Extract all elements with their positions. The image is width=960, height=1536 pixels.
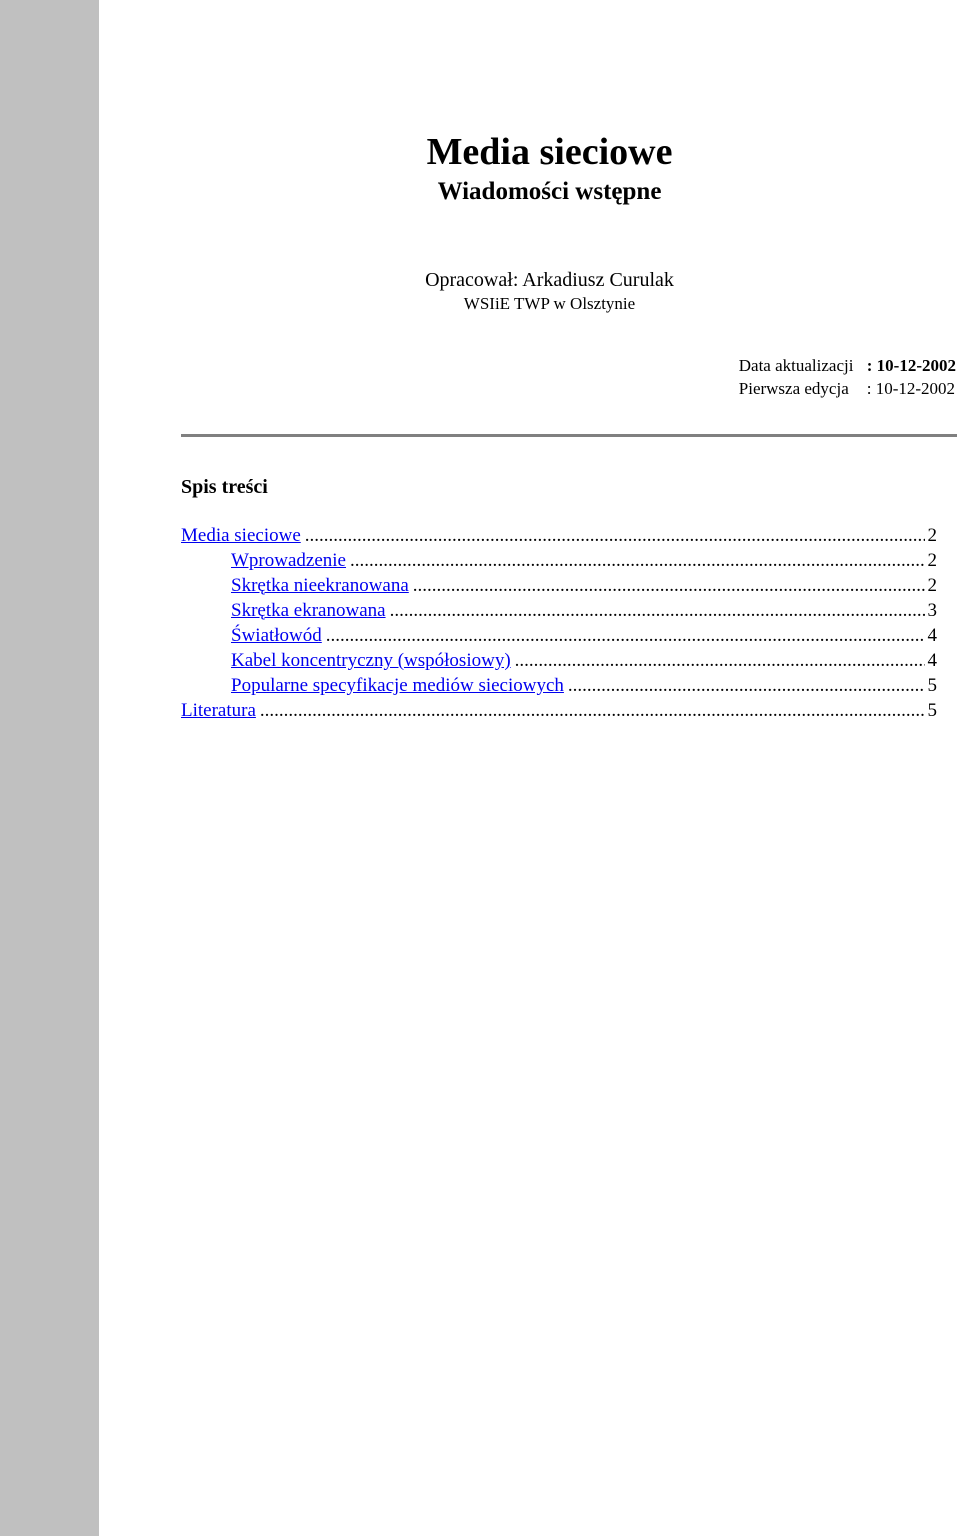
toc-entry [181, 648, 937, 673]
toc-link-skretka-ekranowana[interactable]: Skrętka ekranowana [231, 600, 386, 621]
author-line: Opracował: Arkadiusz Curulak [425, 269, 674, 291]
toc-page-number: 2 [927, 575, 937, 596]
toc-link-literatura[interactable]: Literatura [181, 700, 256, 721]
toc-page-number: 2 [927, 550, 937, 571]
toc-page-number: 4 [927, 625, 937, 646]
toc-link-popularne-specyfikacje[interactable]: Popularne specyfikacje mediów sieciowych [231, 675, 564, 696]
toc-leader [305, 523, 925, 548]
update-date-label: Data aktualizacji [738, 356, 854, 375]
first-edition-value: : 10-12-2002 [866, 379, 956, 398]
toc-link-skretka-nieekranowana[interactable]: Skrętka nieekranowana [231, 575, 409, 596]
update-date-row [739, 354, 956, 377]
toc-entry [181, 623, 937, 648]
first-edition-label: Pierwsza edycja [738, 379, 849, 398]
first-edition-row [739, 377, 956, 400]
toc-leader [350, 548, 925, 573]
toc-page-number: 3 [927, 600, 937, 621]
toc-page-number: 5 [927, 700, 937, 721]
toc-entry [181, 698, 937, 723]
dates-block [739, 354, 956, 400]
document-title: Media sieciowe [426, 131, 673, 173]
toc-page-number: 5 [927, 675, 937, 696]
toc-leader [413, 573, 925, 598]
toc-leader [568, 673, 925, 698]
toc-link-media-sieciowe[interactable]: Media sieciowe [181, 525, 301, 546]
table-of-contents [181, 523, 937, 723]
author-block [99, 267, 960, 315]
toc-entry [181, 598, 937, 623]
institution-line: WSIiE TWP w Olsztynie [463, 294, 636, 313]
toc-leader [390, 598, 925, 623]
toc-link-swiatlowod[interactable]: Światłowód [231, 625, 322, 646]
horizontal-rule [181, 434, 957, 437]
toc-leader [260, 698, 925, 723]
toc-entry [181, 673, 937, 698]
left-margin-bar [0, 0, 99, 1536]
toc-entry [181, 548, 937, 573]
toc-heading: Spis treści [181, 476, 268, 498]
toc-link-wprowadzenie[interactable]: Wprowadzenie [231, 550, 346, 571]
toc-link-kabel-koncentryczny[interactable]: Kabel koncentryczny (współosiowy) [231, 650, 511, 671]
toc-page-number: 4 [927, 650, 937, 671]
toc-entry [181, 573, 937, 598]
document-subtitle: Wiadomości wstępne [437, 178, 662, 205]
title-block [99, 128, 960, 208]
update-date-value: : 10-12-2002 [866, 356, 956, 375]
toc-leader [515, 648, 925, 673]
toc-page-number: 2 [927, 525, 937, 546]
toc-entry [181, 523, 937, 548]
toc-leader [326, 623, 925, 648]
